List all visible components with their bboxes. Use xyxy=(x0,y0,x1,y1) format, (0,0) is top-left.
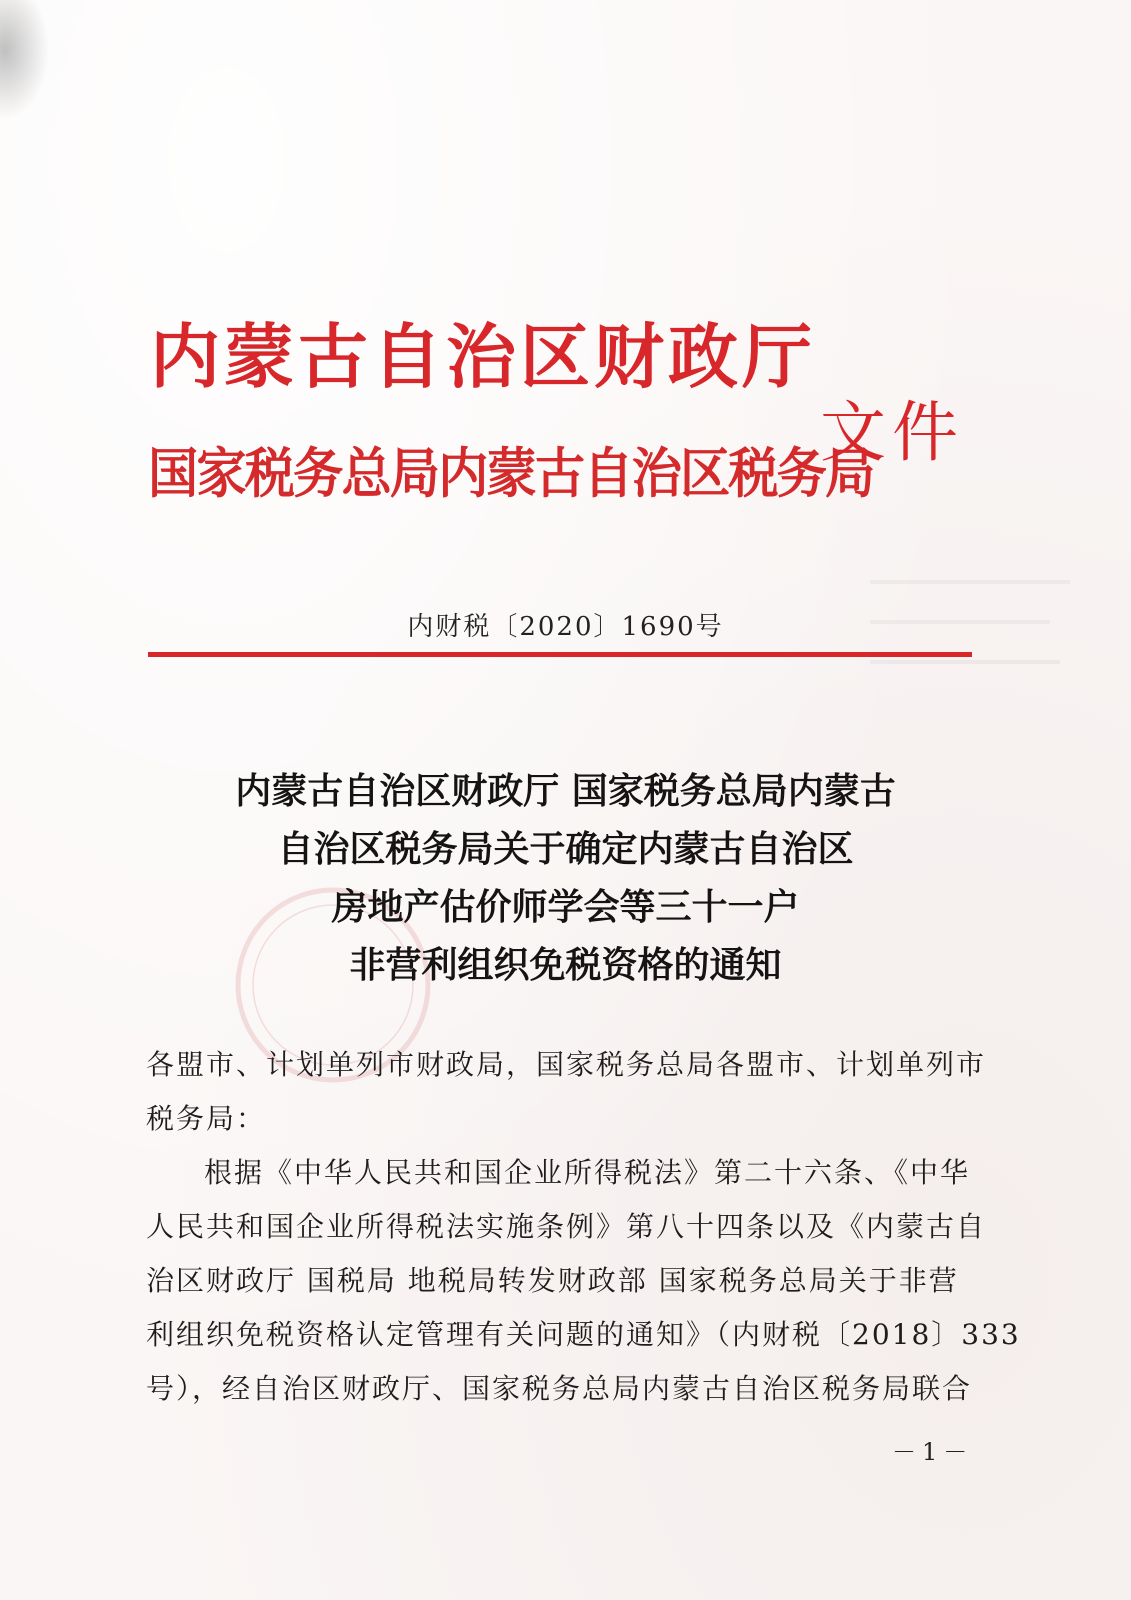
document-label: 文件 xyxy=(820,394,964,471)
addressee-line: 税务局： xyxy=(146,1102,267,1135)
paragraph-line: 根据《中华人民共和国企业所得税法》第二十六条、《中华 xyxy=(204,1156,971,1189)
title-line: 内蒙古自治区财政厅 国家税务总局内蒙古 xyxy=(235,770,896,812)
title-line: 房地产估价师学会等三十一户 xyxy=(331,886,800,928)
title-line: 自治区税务局关于确定内蒙古自治区 xyxy=(277,828,854,870)
paragraph-line: 利组织免税资格认定管理有关问题的通知》（内财税〔2018〕333 xyxy=(146,1318,1021,1351)
title-line: 非营利组织免税资格的通知 xyxy=(349,944,782,986)
issuing-org-finance: 内蒙古自治区财政厅 xyxy=(150,315,816,398)
document-title xyxy=(0,762,1131,994)
paragraph-line: 人民共和国企业所得税法实施条例》第八十四条以及《内蒙古自 xyxy=(146,1210,987,1243)
paragraph-line: 号），经自治区财政厅、国家税务总局内蒙古自治区税务局联合 xyxy=(146,1372,973,1405)
paragraph-line: 治区财政厅 国税局 地税局转发财政部 国家税务总局关于非营 xyxy=(146,1264,959,1297)
page-number: －1－ xyxy=(892,1438,974,1466)
addressee-line: 各盟市、计划单列市财政局，国家税务总局各盟市、计划单列市 xyxy=(146,1048,987,1081)
red-divider-line xyxy=(148,652,972,657)
document-number: 内财税〔2020〕1690号 xyxy=(407,612,724,642)
scan-shadow xyxy=(0,0,50,120)
issuing-org-tax: 国家税务总局内蒙古自治区税务局 xyxy=(148,441,874,505)
document-body xyxy=(146,1038,1021,1416)
